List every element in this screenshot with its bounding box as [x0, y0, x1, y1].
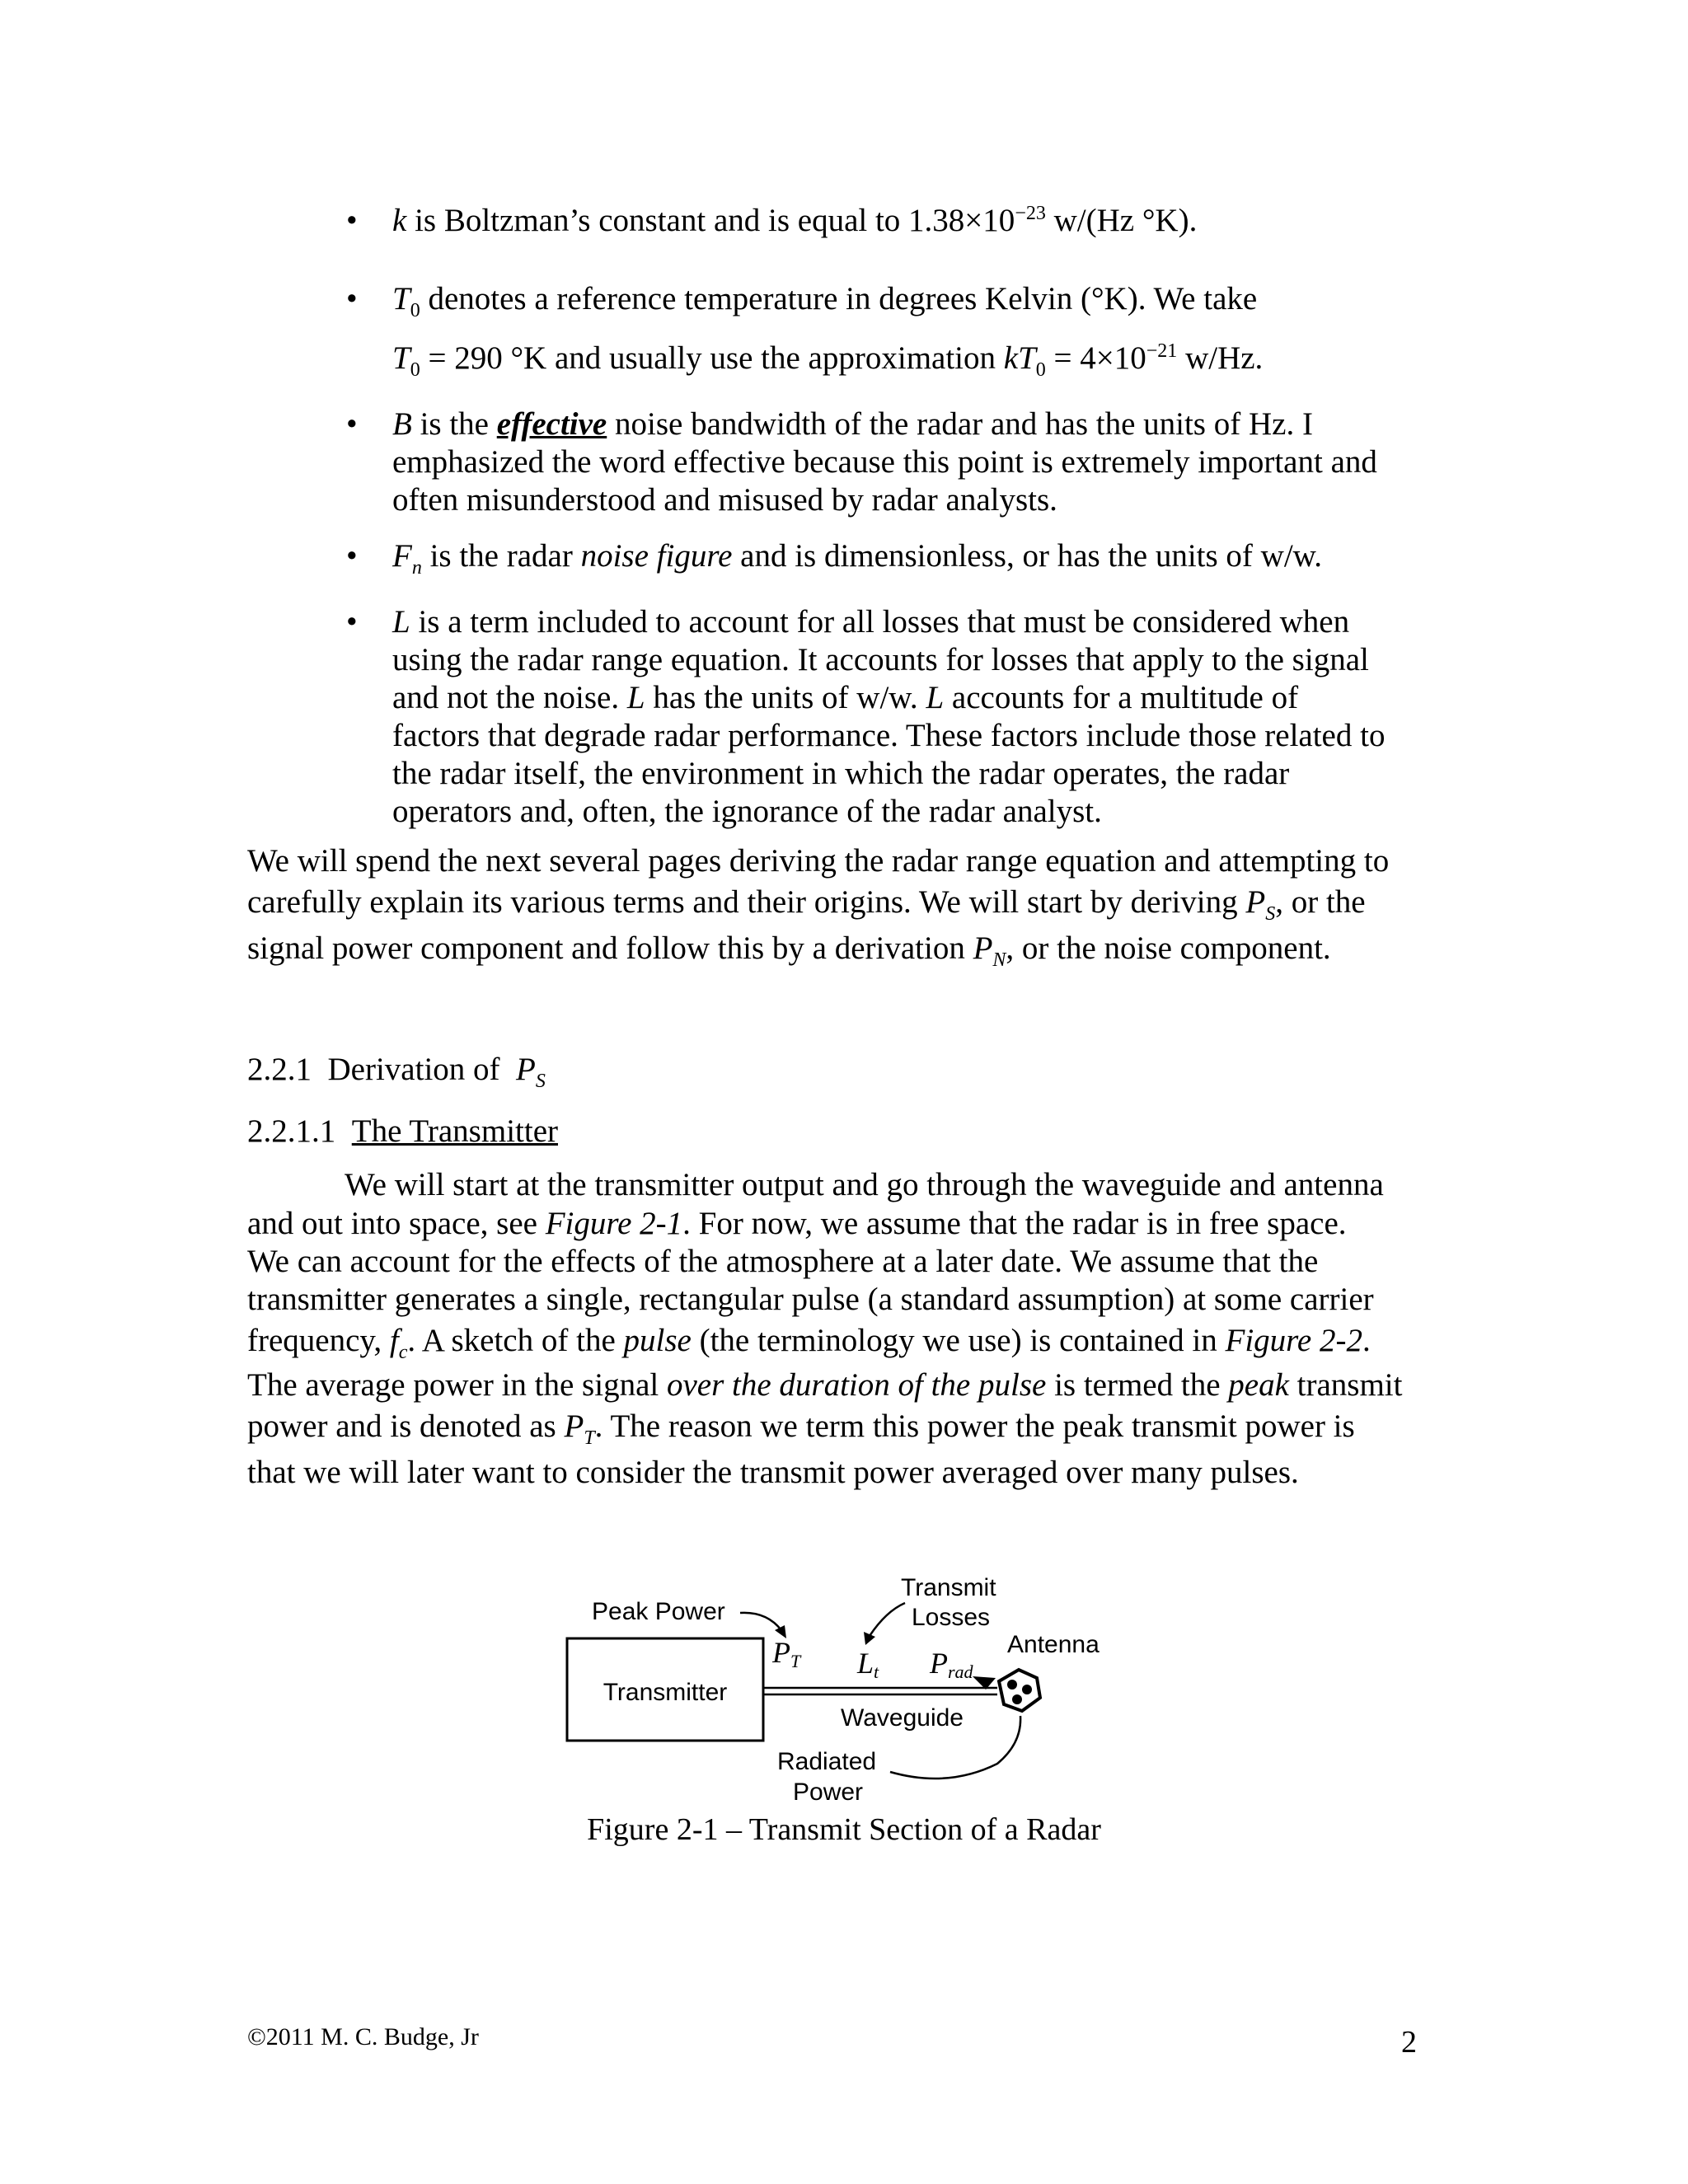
losses-arrow [870, 1603, 905, 1636]
subscript: S [1265, 902, 1276, 925]
bullet-dot: • [346, 281, 358, 316]
var-P: P [973, 930, 993, 966]
bullet-text-line6: operators and, often, the ignorance of the radar analyst. [392, 794, 1102, 829]
var-k: k [392, 203, 407, 238]
transmit-label: Transmit [901, 1574, 996, 1601]
text: and out into space, see [247, 1206, 546, 1241]
var-B: B [392, 406, 412, 442]
body-line8: that we will later want to consider the transmit power averaged over many pulses. [247, 1455, 1299, 1490]
var-L: L [392, 604, 410, 640]
text: , or the [1275, 884, 1366, 920]
var-T: T [392, 281, 410, 316]
section-number: 2.2.1 [247, 1052, 312, 1087]
text: transmit [1288, 1367, 1403, 1403]
bullet-dot: • [346, 203, 358, 238]
subscript: 0 [410, 299, 420, 321]
text: denotes a reference temperature in degrees Kelvin (°K). We take [420, 281, 1258, 316]
bullet-text-line5: the radar itself, the environment in which the radar operates, the radar [392, 756, 1290, 791]
waveguide-label: Waveguide [841, 1704, 964, 1732]
text: . For now, we assume that the radar is in free space. [682, 1206, 1347, 1241]
subscript: N [992, 949, 1006, 971]
text: . A sketch of the [407, 1323, 624, 1358]
text: = 4×10 [1045, 340, 1146, 376]
power-label: Power [793, 1779, 864, 1806]
bullet-text-line2: emphasized the word effective because this point is extremely important and [392, 444, 1377, 480]
peak-power-label: Peak Power [592, 1598, 725, 1625]
text: frequency, [247, 1323, 390, 1358]
bullet-dot: • [346, 406, 358, 442]
var-P: P [516, 1052, 536, 1087]
subsection-number: 2.2.1.1 [247, 1113, 336, 1149]
emphasis-effective: effective [496, 406, 607, 442]
figure-ref: Figure 2-2 [1225, 1323, 1362, 1358]
antenna-icon [999, 1670, 1040, 1711]
subscript: S [535, 1070, 546, 1092]
text: , or the noise component. [1006, 930, 1331, 966]
unit: w/(Hz °K). [1045, 203, 1198, 238]
lt-symbol: Lt [857, 1647, 879, 1682]
text: is termed the [1046, 1367, 1229, 1403]
text: accounts for a multitude of [944, 680, 1299, 715]
subscript: 0 [1035, 359, 1046, 381]
antenna-label: Antenna [1007, 1631, 1100, 1658]
body-line1: We will start at the transmitter output and go through the waveguide and antenna [345, 1167, 1384, 1202]
peak-power-arrow [740, 1613, 781, 1630]
intro-line1: We will spend the next several pages deriving the radar range equation and attempting to [247, 843, 1390, 879]
figure-caption: Figure 2-1 – Transmit Section of a Radar [587, 1812, 1101, 1847]
pt-symbol: PT [772, 1636, 801, 1671]
bullet-text-line2: using the radar range equation. It accounts for losses that apply to the signal [392, 642, 1369, 677]
body-line3: We can account for the effects of the atmosphere at a later date. We assume that the [247, 1244, 1319, 1279]
subscript: n [411, 556, 422, 579]
text: carefully explain its various terms and their origins. We will start by deriving [247, 884, 1246, 920]
subsection-title: The Transmitter [351, 1113, 558, 1149]
italic-duration: over the duration of the pulse [666, 1367, 1047, 1403]
var-T0: T [392, 340, 410, 376]
unit: w/Hz. [1177, 340, 1264, 376]
bullet-dot: • [346, 604, 358, 640]
text: is the radar [421, 538, 581, 574]
var-F: F [392, 538, 412, 574]
text: The average power in the signal [247, 1367, 667, 1403]
var-kT: kT [1003, 340, 1036, 376]
text: is Boltzman’s constant and is equal to 1.38×10 [406, 203, 1015, 238]
subscript: c [398, 1341, 408, 1363]
text: and not the noise. [392, 680, 627, 715]
losses-label: Losses [912, 1604, 991, 1631]
exponent: −21 [1146, 340, 1178, 362]
italic-pulse: pulse [623, 1323, 692, 1358]
subscript: 0 [410, 359, 420, 381]
transmitter-label: Transmitter [603, 1679, 728, 1706]
var-L: L [926, 680, 945, 715]
italic-noise-figure: noise figure [580, 538, 733, 574]
bullet-dot: • [346, 538, 358, 574]
text: has the units of w/w. [645, 680, 926, 715]
italic-peak: peak [1228, 1367, 1289, 1403]
text: . [1362, 1323, 1371, 1358]
footer-copyright: ©2011 M. C. Budge, Jr [247, 2023, 479, 2050]
text: and is dimensionless, or has the units of w/w. [732, 538, 1323, 574]
text: signal power component and follow this by a derivation [247, 930, 973, 966]
var-P: P [564, 1408, 584, 1444]
text: (the terminology we use) is contained in [691, 1323, 1226, 1358]
var-f: f [389, 1323, 399, 1358]
text: . The reason we term this power the peak transmit power is [594, 1408, 1355, 1444]
text: noise bandwidth of the radar and has the units of Hz. I [607, 406, 1313, 442]
prad-symbol: Prad [930, 1647, 973, 1682]
bullet-text-line3: often misunderstood and misused by radar analysts. [392, 482, 1057, 518]
text: is the [411, 406, 497, 442]
exponent: −23 [1015, 203, 1046, 224]
var-P: P [1245, 884, 1266, 920]
bullet-text-line4: factors that degrade radar performance. These factors include those related to [392, 718, 1386, 753]
figure-ref: Figure 2-1 [545, 1206, 683, 1241]
section-title: Derivation of [327, 1052, 500, 1087]
body-line4: transmitter generates a single, rectangular pulse (a standard assumption) at some carrier [247, 1282, 1374, 1317]
radiated-label: Radiated [777, 1748, 877, 1775]
var-L: L [626, 680, 645, 715]
text: is a term included to account for all losses that must be considered when [410, 604, 1350, 640]
text: power and is denoted as [247, 1408, 565, 1444]
text: = 290 °K and usually use the approximation [420, 340, 1004, 376]
page-number: 2 [1401, 2025, 1417, 2060]
subscript: T [584, 1427, 595, 1449]
